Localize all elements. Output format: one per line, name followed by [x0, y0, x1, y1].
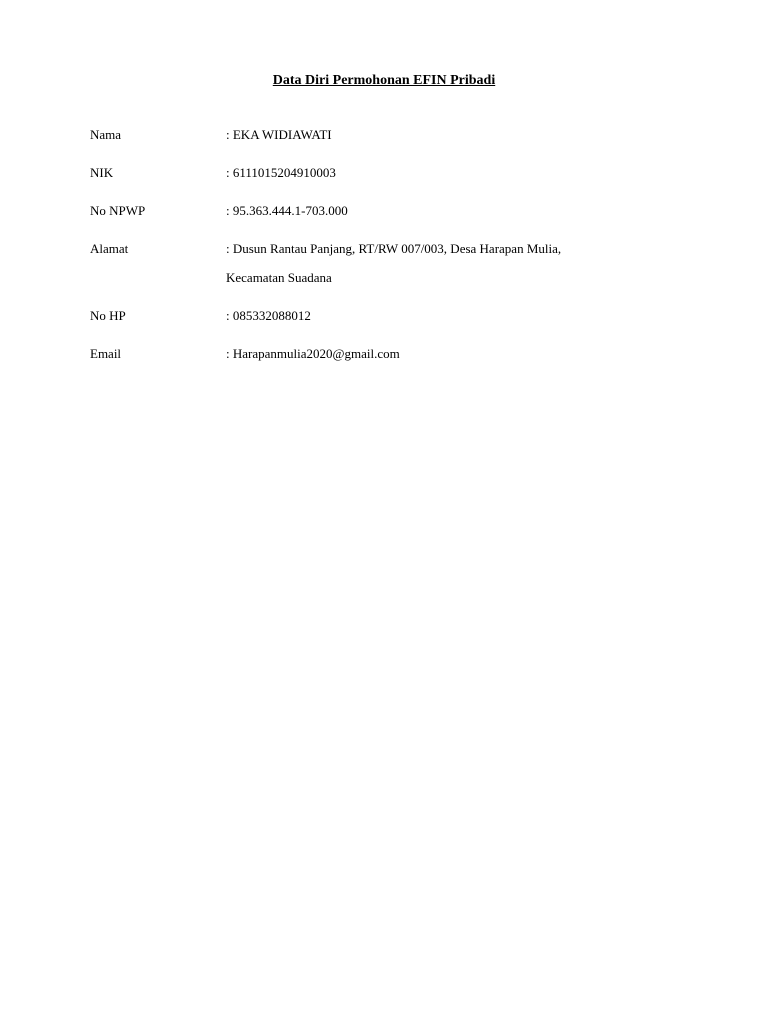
field-label-nama: Nama	[90, 127, 122, 142]
field-value-alamat	[226, 241, 646, 286]
field-label-no-hp: No HP	[90, 308, 126, 323]
field-label-nik: NIK	[90, 165, 114, 180]
field-value-npwp: : 95.363.444.1-703.000	[226, 203, 348, 218]
address-line-1: : Dusun Rantau Panjang, RT/RW 007/003, Desa Harapan Mulia,	[226, 241, 562, 256]
field-value-email: : Harapanmulia2020@gmail.com	[226, 346, 400, 361]
field-label-email: Email	[90, 346, 122, 361]
field-value-nama: : EKA WIDIAWATI	[226, 127, 332, 142]
field-value-nik: : 6111015204910003	[226, 165, 336, 180]
field-label-alamat: Alamat	[90, 241, 129, 256]
field-label-npwp: No NPWP	[90, 203, 146, 218]
document-title: Data Diri Permohonan EFIN Pribadi	[272, 73, 496, 88]
field-value-no-hp: : 085332088012	[226, 308, 311, 323]
address-line-2: Kecamatan Suadana	[226, 270, 332, 285]
